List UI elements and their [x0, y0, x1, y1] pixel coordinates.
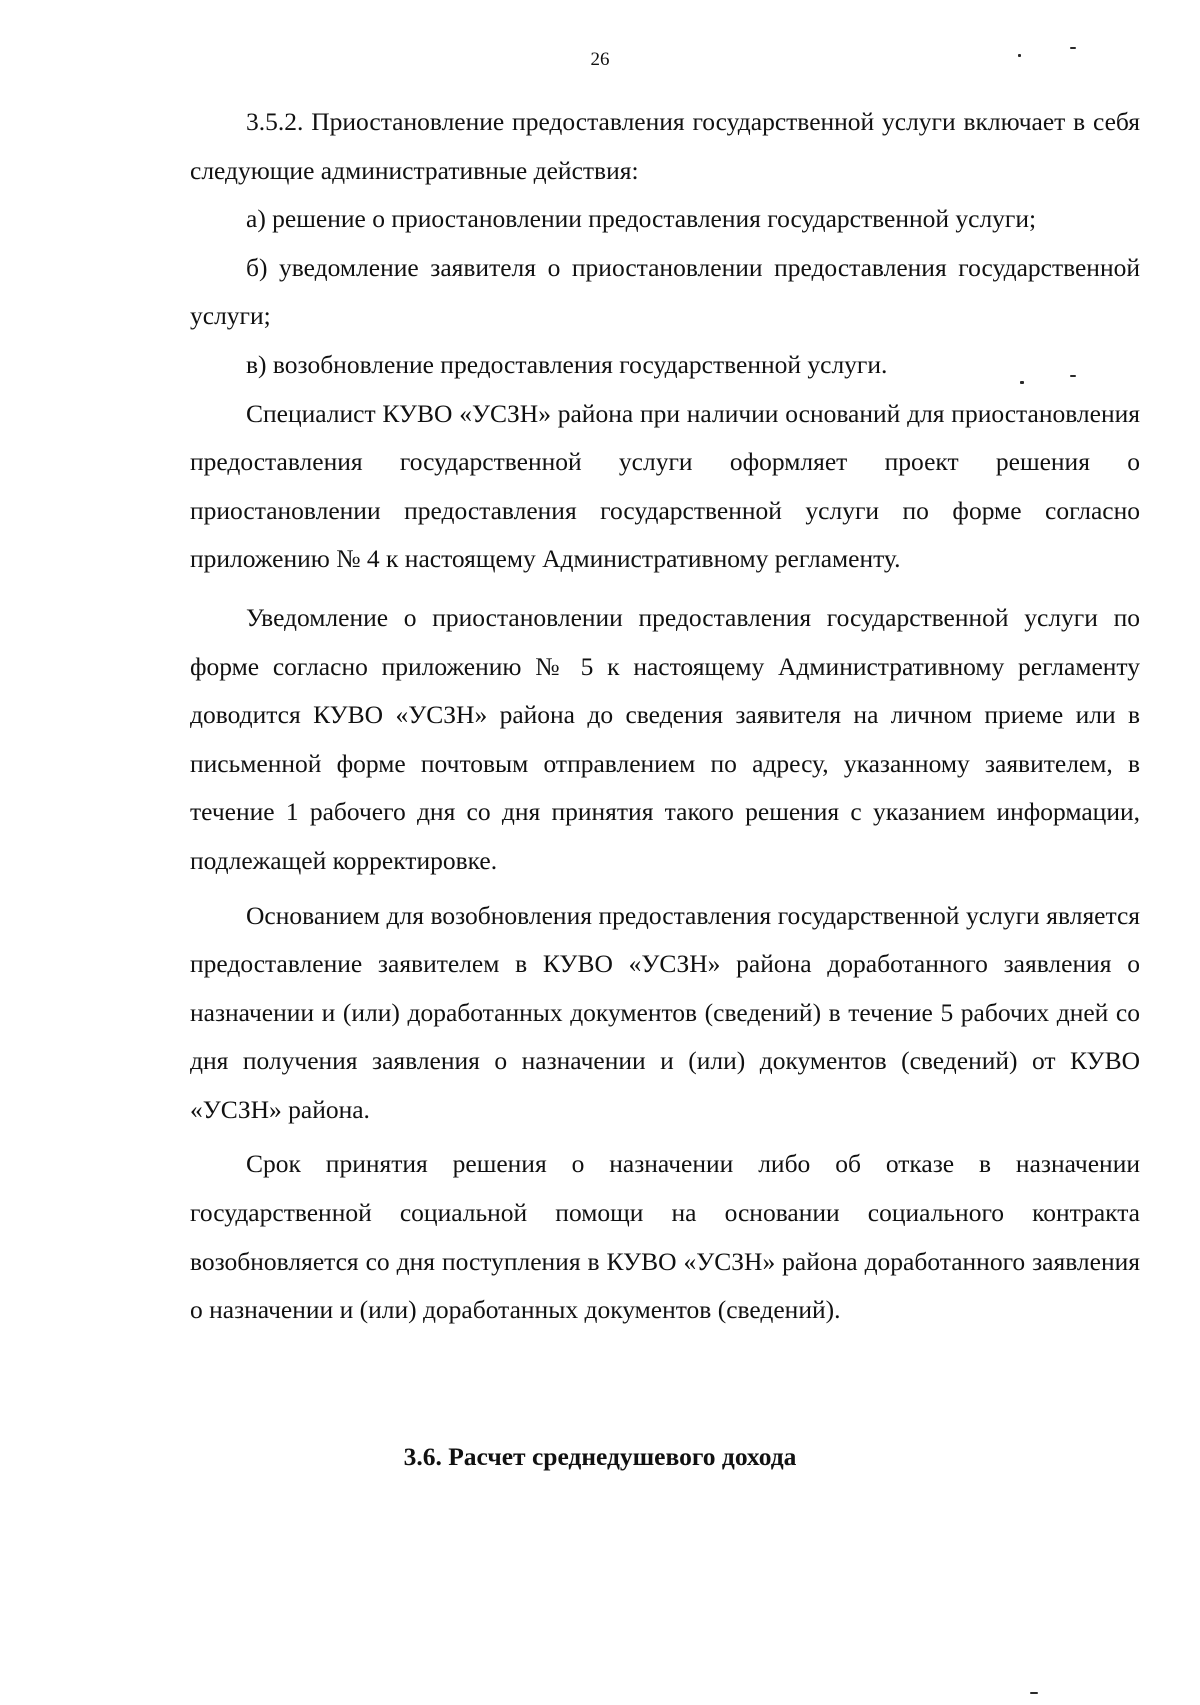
list-item-b: б) уведомление заявителя о приостановлении предоставления государственной услуги; — [190, 252, 1140, 331]
paragraph-3-5-2: 3.5.2. Приостановление предоставления государственной услуги включает в себя следующие административные действия: — [190, 107, 1140, 185]
page-number: 26 — [590, 49, 610, 70]
section-heading: 3.6. Расчет среднедушевого дохода — [403, 1442, 797, 1471]
list-item-v: в) возобновление предоставления государственной услуги. — [246, 349, 888, 379]
paragraph-decision-term: Срок принятия решения о назначении либо об отказе в назначении государственной социальной помощи на основании социального контракта возобновляется со дня поступления в КУВО «УСЗН» района доработанного заявления о назначении и (или) доработанных документов (сведений). — [190, 1149, 1140, 1325]
scan-speck — [1030, 1692, 1038, 1694]
scan-speck — [1018, 54, 1021, 57]
paragraph-resumption-basis: Основанием для возобновления предоставления государственной услуги является предоставление заявителем в КУВО «УСЗН» района доработанного заявления о назначении и (или) доработанных документов (сведений) в течение 5 рабочих дней со дня получения заявления о назначении и (или) документов (сведений) от КУВО «УСЗН» района. — [190, 900, 1140, 1124]
paragraph-notification: Уведомление о приостановлении предоставления государственной услуги по форме согласно приложению № 5 к настоящему Административному регламенту доводится КУВО «УСЗН» района до сведения заявителя на личном приеме или в письменной форме почтовым отправлением по адресу, указанному заявителем, в течение 1 рабочего дня со дня принятия такого решения с указанием информации, подлежащей корректировке. — [190, 602, 1140, 875]
document-body — [190, 98, 1140, 1335]
scan-speck — [1070, 47, 1076, 49]
list-item-a: а) решение о приостановлении предоставления государственной услуги; — [246, 204, 1037, 234]
paragraph-specialist: Специалист КУВО «УСЗН» района при наличии оснований для приостановления предоставления государственной услуги оформляет проект решения о приостановлении предоставления государственной услуги по форме согласно приложению № 4 к настоящему Административному регламенту. — [190, 398, 1140, 574]
scan-speck — [1070, 375, 1076, 377]
scan-speck — [1020, 381, 1024, 384]
